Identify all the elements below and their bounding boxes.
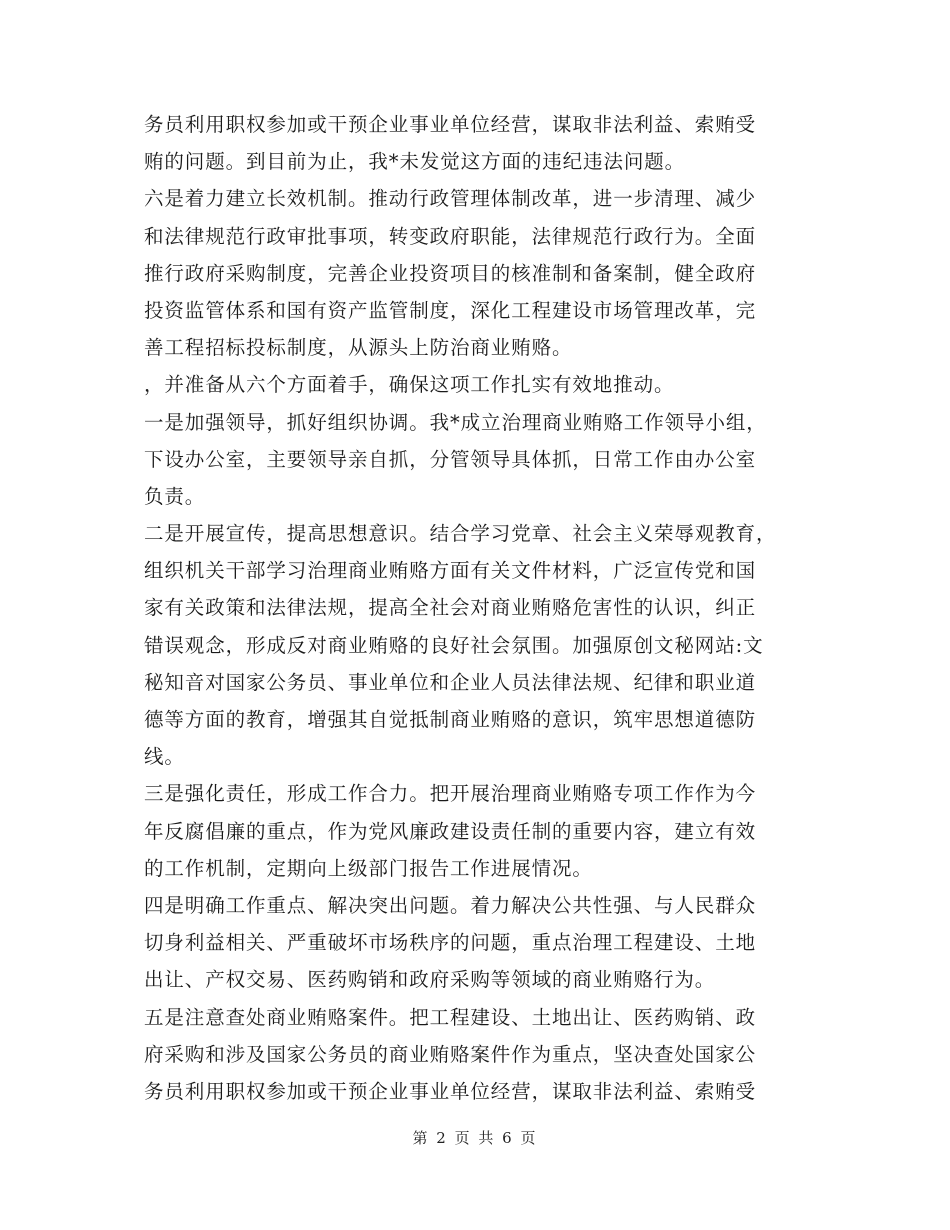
text-line: 秘知音对国家公务员、事业单位和企业人员法律法规、纪律和职业道 bbox=[144, 670, 757, 694]
text-line: 务员利用职权参加或干预企业事业单位经营，谋取非法利益、索贿受 bbox=[144, 1079, 757, 1103]
text-line: 三是强化责任，形成工作合力。把开展治理商业贿赂专项工作作为今 bbox=[144, 782, 757, 806]
text-line: 五是注意查处商业贿赂案件。把工程建设、土地出让、医药购销、政 bbox=[144, 1005, 757, 1029]
text-line: 投资监管体系和国有资产监管制度，深化工程建设市场管理改革，完 bbox=[144, 298, 757, 322]
text-line: 贿的问题。到目前为止，我*未发觉这方面的违纪违法问题。 bbox=[144, 150, 686, 174]
text-line: 的工作机制，定期向上级部门报告工作进展情况。 bbox=[144, 856, 593, 880]
text-line: 四是明确工作重点、解决突出问题。着力解决公共性强、与人民群众 bbox=[144, 893, 757, 917]
text-line: ，并准备从六个方面着手，确保这项工作扎实有效地推动。 bbox=[144, 373, 675, 397]
text-line: 推行政府采购制度，完善企业投资项目的核准制和备案制，健全政府 bbox=[144, 261, 757, 285]
text-line: 一是加强领导，抓好组织协调。我*成立治理商业贿赂工作领导小组， bbox=[144, 410, 767, 434]
text-line: 德等方面的教育，增强其自觉抵制商业贿赂的意识，筑牢思想道德防 bbox=[144, 708, 757, 731]
text-line: 线。 bbox=[144, 745, 185, 769]
text-line: 府采购和涉及国家公务员的商业贿赂案件作为重点，坚决查处国家公 bbox=[144, 1042, 757, 1066]
text-line: 和法律规范行政审批事项，转变政府职能，法律规范行政行为。全面 bbox=[144, 224, 757, 248]
text-line: 年反腐倡廉的重点，作为党风廉政建设责任制的重要内容，建立有效 bbox=[144, 819, 757, 843]
text-line: 二是开展宣传，提高思想意识。结合学习党章、社会主义荣辱观教育， bbox=[144, 522, 777, 546]
document-body bbox=[144, 106, 808, 1110]
text-line: 家有关政策和法律法规，提高全社会对商业贿赂危害性的认识，纠正 bbox=[144, 596, 757, 620]
text-line: 出让、产权交易、医药购销和政府采购等领域的商业贿赂行为。 bbox=[144, 968, 716, 992]
text-line: 错误观念，形成反对商业贿赂的良好社会氛围。加强原创文秘网站:文 bbox=[144, 633, 764, 657]
text-line: 六是着力建立长效机制。推动行政管理体制改革，进一步清理、减少 bbox=[144, 187, 757, 211]
text-line: 组织机关干部学习治理商业贿赂方面有关文件材料，广泛宣传党和国 bbox=[144, 559, 757, 583]
text-line: 负责。 bbox=[144, 484, 206, 508]
text-line: 下设办公室，主要领导亲自抓，分管领导具体抓，日常工作由办公室 bbox=[144, 447, 757, 471]
text-line: 善工程招标投标制度，从源头上防治商业贿赂。 bbox=[144, 336, 573, 360]
text-line: 务员利用职权参加或干预企业事业单位经营，谋取非法利益、索贿受 bbox=[144, 113, 757, 136]
text-line: 切身利益相关、严重破坏市场秩序的问题，重点治理工程建设、土地 bbox=[144, 931, 757, 955]
page-number-footer: 第 2 页 共 6 页 bbox=[412, 1129, 538, 1147]
